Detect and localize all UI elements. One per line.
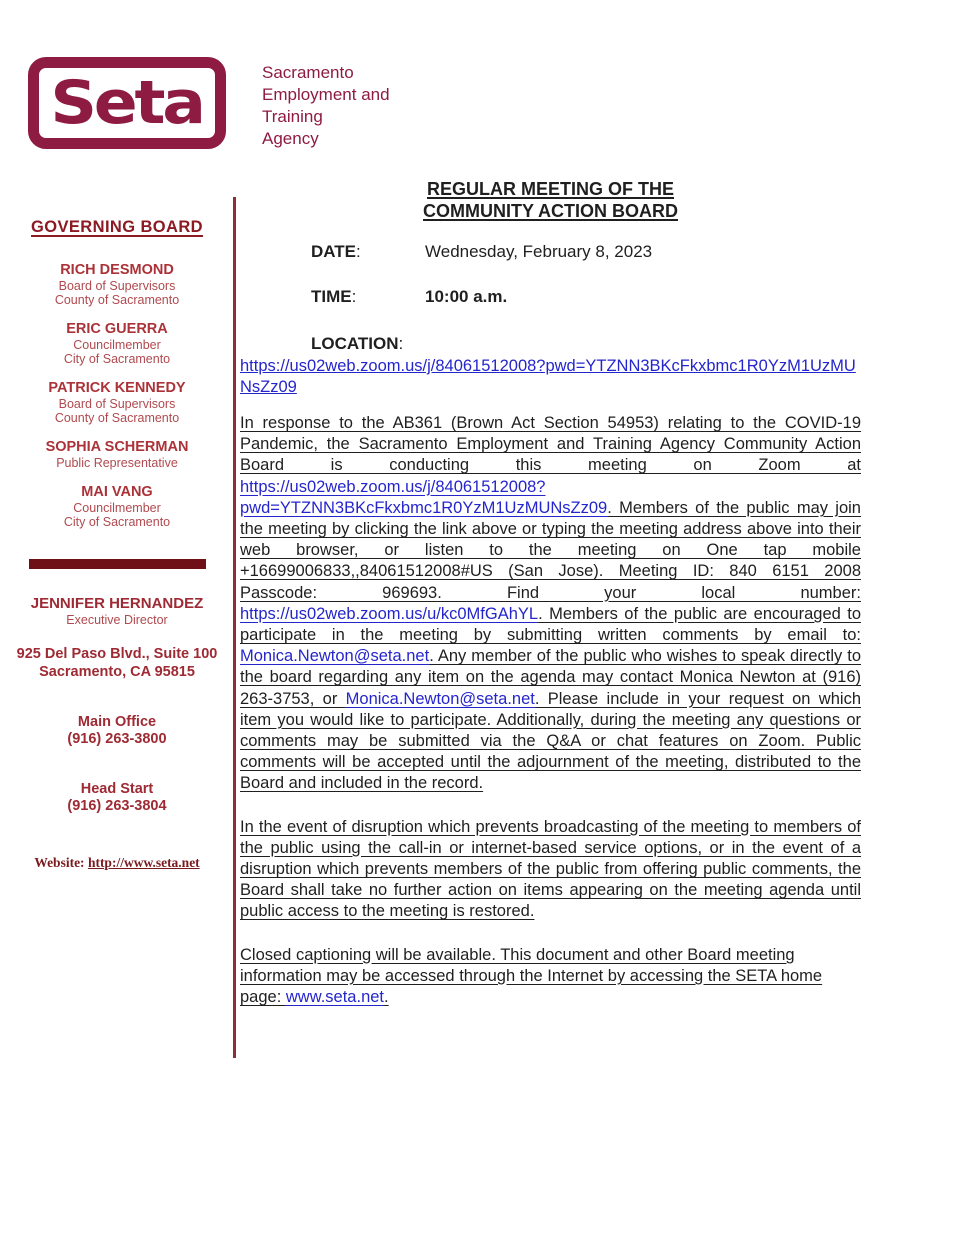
contact-label: Head Start (80, 781, 154, 797)
sidebar-divider-bar (29, 559, 206, 569)
contact-label: Main Office (77, 714, 157, 730)
contact-block (16, 714, 218, 748)
body-paragraph (240, 817, 861, 923)
paragraph-text: In response to the AB361 (Brown Act Section 54953) relating to the COVID-19 Pandemic, the Sacramento Employment and Training Agency Community Action Board is conducting this meeting on Zoom at (240, 414, 861, 475)
seta-logo-text: Seta (50, 68, 204, 138)
website-label: Website: (34, 855, 88, 870)
zoom-meeting-link[interactable]: https://us02web.zoom.us/j/84061512008?pwd=YTZNN3BKcFkxbmc1R0YzM1UzMUNsZz09 (240, 357, 856, 396)
location-label: LOCATION: (311, 334, 404, 353)
body-paragraph (240, 945, 861, 1009)
director-title: Executive Director (66, 613, 168, 627)
agency-name (262, 62, 390, 150)
title-line: COMMUNITY ACTION BOARD (423, 201, 678, 221)
agency-name-line: Training (262, 107, 323, 126)
agency-address (16, 645, 218, 681)
board-member (16, 261, 218, 307)
contact-phone: (916) 263-3800 (67, 731, 167, 747)
member-role: Board of Supervisors (58, 397, 176, 411)
paragraph-text: . Members of the public may join the meeting by clicking the link above or typing the meeting address above into their web browser, or listen to the meeting on One tap mobile +16699006833,,84061512008#US (San Jose). Meeting ID: 840 6151 2008 Passcode: 969693. Find your local number: (240, 498, 861, 602)
member-role: Public Representative (56, 456, 178, 470)
inline-link[interactable]: www.seta.net (285, 988, 385, 1007)
agency-name-line: Employment and (262, 85, 390, 104)
location-row (311, 333, 861, 354)
time-value: 10:00 a.m. (425, 287, 508, 306)
member-role: County of Sacramento (54, 293, 180, 307)
address-line: Sacramento, CA 95815 (39, 664, 195, 680)
title-line: REGULAR MEETING OF THE (427, 179, 674, 199)
website-line (16, 855, 218, 871)
member-name: ERIC GUERRA (66, 321, 168, 337)
paragraph-text: . Please include in your request on which item you would like to participate. Additionally, during the meeting any questions or comments may be submitted via the Q&A or chat features on Zoom. Public comments will be accepted until the adjournment of the meeting, distributed to the Board and included in the record. (240, 689, 861, 793)
date-value: Wednesday, February 8, 2023 (425, 242, 653, 261)
paragraph-text: . Members of the public are encouraged to participate in the meeting by submitting written comments by email to: (240, 604, 861, 645)
title-row (240, 200, 861, 222)
member-role: City of Sacramento (63, 515, 171, 529)
executive-director-block (16, 595, 218, 628)
member-name: RICH DESMOND (60, 262, 174, 278)
member-role: Councilmember (73, 338, 161, 352)
inline-link[interactable]: https://us02web.zoom.us/u/kc0MfGAhYL (240, 604, 539, 623)
contact-list (16, 714, 218, 815)
board-member (16, 320, 218, 366)
member-role: Councilmember (73, 501, 161, 515)
inline-link[interactable]: Monica.Newton@seta.net (240, 647, 430, 666)
inline-link[interactable]: https://us02web.zoom.us/j/84061512008?pwd=YTZNN3BKcFkxbmc1R0YzM1UzMUNsZz09 (240, 477, 608, 517)
body-paragraph (240, 413, 861, 795)
seta-website-link[interactable]: http://www.seta.net (87, 855, 200, 870)
paragraph-text: Closed captioning will be available. This document and other Board meeting information may be accessed through the Internet by accessing the SETA home page: (240, 945, 823, 1007)
seta-logo (28, 57, 226, 149)
governing-board-heading: GOVERNING BOARD (31, 218, 203, 236)
document-title (240, 178, 861, 222)
title-row (240, 178, 861, 200)
member-name: SOPHIA SCHERMAN (45, 439, 189, 455)
sidebar (16, 218, 218, 871)
inline-link[interactable]: Monica.Newton@seta.net (345, 689, 535, 708)
board-member-list (16, 261, 218, 529)
contact-block (16, 781, 218, 815)
address-line: 925 Del Paso Blvd., Suite 100 (16, 646, 218, 662)
director-name: JENNIFER HERNANDEZ (30, 595, 204, 612)
date-label: DATE: (311, 242, 361, 261)
date-row (311, 241, 861, 262)
time-label: TIME: (311, 287, 357, 306)
paragraph-text: . Any member of the public who wishes to speak directly to the board regarding any item on the agenda may contact Monica Newton at (916) 263-3753, or (240, 647, 861, 708)
main-content (240, 178, 861, 1030)
member-role: City of Sacramento (63, 352, 171, 366)
member-name: PATRICK KENNEDY (48, 380, 186, 396)
contact-phone: (916) 263-3804 (67, 798, 167, 814)
member-name: MAI VANG (81, 484, 153, 500)
vertical-divider (233, 197, 236, 1058)
member-role: County of Sacramento (54, 411, 180, 425)
board-member (16, 438, 218, 470)
agency-name-line: Sacramento (262, 63, 354, 82)
body-paragraphs (240, 413, 861, 1008)
member-role: Board of Supervisors (58, 279, 176, 293)
paragraph-text: . (384, 988, 389, 1007)
time-row (311, 286, 861, 307)
paragraph-text: In the event of disruption which prevents broadcasting of the meeting to members of the public using the call-in or internet-based service options, or in the event of a disruption which prevents members of the public from offering public comments, the Board shall take no further action on items appearing on the meeting agenda until public access to the meeting is restored. (240, 817, 861, 921)
agency-name-line: Agency (262, 129, 319, 148)
board-member (16, 483, 218, 529)
board-member (16, 379, 218, 425)
